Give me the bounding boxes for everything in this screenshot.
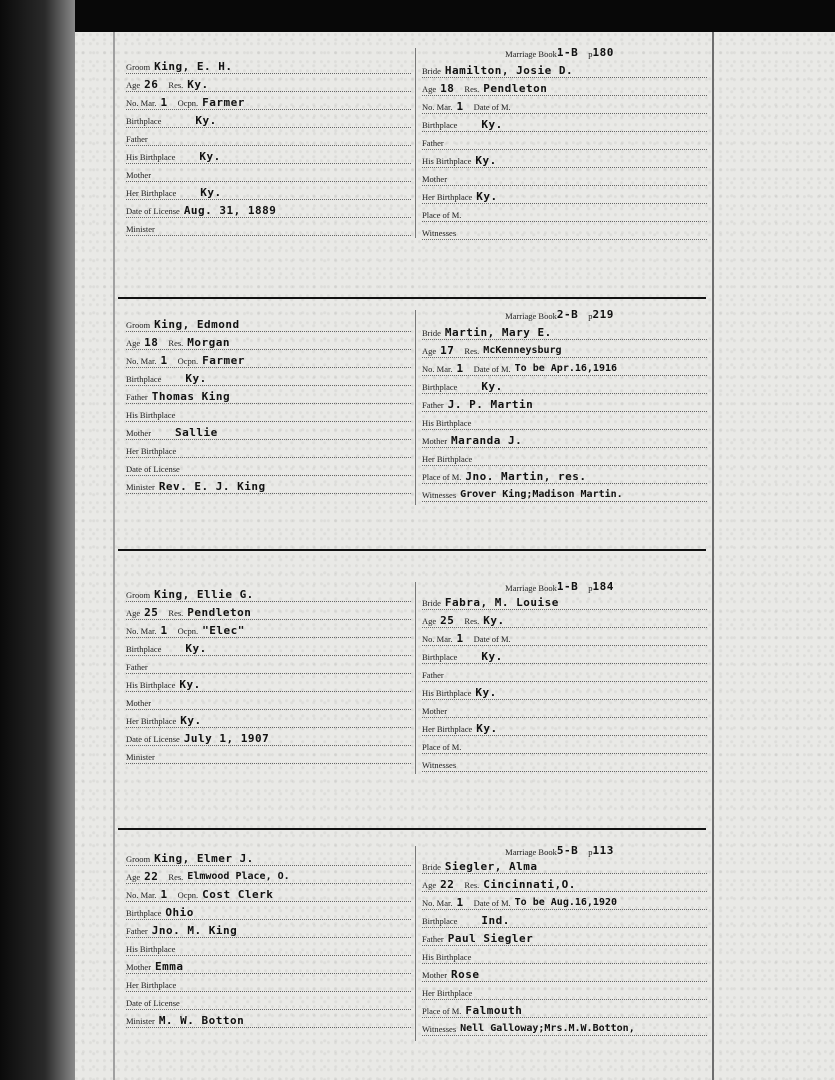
bride-date-of-m: To be Apr.16,1916 (514, 363, 618, 374)
groom-no-mar: 1 (160, 888, 168, 901)
groom-name: King, E. H. (154, 60, 233, 73)
field-label: No. Mar. (126, 98, 157, 108)
groom-res: Elmwood Place, O. (187, 871, 290, 882)
form-field-row (422, 186, 707, 204)
field-label: Marriage Book (505, 847, 557, 857)
field-label: Birthplace (126, 374, 162, 384)
form-field-row (126, 200, 411, 218)
groom-age: 26 (144, 78, 159, 91)
groom-father: Jno. M. King (151, 924, 238, 937)
field-label: Birthplace (422, 120, 458, 130)
form-field-row (126, 620, 411, 638)
form-field-row (422, 430, 707, 448)
field-label: No. Mar. (422, 364, 453, 374)
page-edge-right (712, 32, 714, 1080)
groom-birthplace: Ky. (195, 114, 217, 127)
groom-ocpn: Farmer (202, 96, 245, 109)
field-label: Mother (422, 436, 448, 446)
form-field-row (422, 840, 707, 857)
field-label: No. Mar. (422, 102, 453, 112)
form-field-row (422, 222, 707, 240)
bride-date-of-m: To be Aug.16,1920 (514, 897, 618, 908)
form-field-row (422, 114, 707, 132)
groom-minister: M. W. Botton (158, 1014, 245, 1027)
bride-birthplace: Ky. (481, 380, 503, 393)
form-field-row (422, 448, 707, 466)
field-label: Father (422, 400, 444, 410)
field-label: Witnesses (422, 1024, 457, 1034)
groom-name: King, Edmond (154, 318, 240, 331)
form-field-row (126, 584, 411, 602)
form-field-row (126, 974, 411, 992)
column-separator (415, 582, 416, 774)
groom-res: Pendleton (187, 606, 252, 619)
field-label: Mother (422, 970, 448, 980)
field-label: His Birthplace (126, 410, 176, 420)
form-field-row (126, 332, 411, 350)
field-label: Age (422, 880, 437, 890)
marriage-book-page: 180 (592, 46, 614, 59)
bride-age: 18 (440, 82, 455, 95)
field-label: Date of License (126, 734, 180, 744)
form-field-row (126, 350, 411, 368)
groom-ocpn: "Elec" (202, 624, 245, 637)
form-field-row (422, 204, 707, 222)
groom-her-birthplace: Ky. (200, 186, 222, 199)
field-label: Minister (126, 224, 155, 234)
form-field-row (422, 910, 707, 928)
field-label: Bride (422, 598, 441, 608)
groom-date-of-license: Aug. 31, 1889 (183, 204, 277, 217)
field-label: Groom (126, 62, 151, 72)
form-field-row (422, 358, 707, 376)
column-separator (415, 846, 416, 1041)
field-label: Groom (126, 320, 151, 330)
field-label: Res. (464, 84, 480, 94)
form-field-row (422, 168, 707, 186)
form-field-row (126, 368, 411, 386)
bride-no-mar: 1 (456, 896, 464, 909)
bride-no-mar: 1 (456, 362, 464, 375)
form-field-row (422, 946, 707, 964)
field-label: Place of M. (422, 742, 462, 752)
record-divider (118, 828, 706, 830)
field-label: No. Mar. (126, 356, 157, 366)
field-label: His Birthplace (126, 944, 176, 954)
field-label: Date of License (126, 998, 180, 1008)
form-field-row (422, 700, 707, 718)
field-label: Age (422, 346, 437, 356)
groom-no-mar: 1 (160, 96, 168, 109)
bride-no-mar: 1 (456, 632, 464, 645)
form-field-row (422, 466, 707, 484)
field-label: Res. (464, 616, 480, 626)
form-field-row (422, 718, 707, 736)
bride-her-birthplace: Ky. (476, 722, 498, 735)
field-label: His Birthplace (422, 156, 472, 166)
groom-name: King, Ellie G. (154, 588, 254, 601)
bride-age: 22 (440, 878, 455, 891)
form-field-row (126, 746, 411, 764)
field-label: Birthplace (422, 916, 458, 926)
field-label: His Birthplace (126, 680, 176, 690)
field-label: Res. (168, 80, 184, 90)
form-field-row (422, 150, 707, 168)
record-divider (118, 297, 706, 299)
scan-border-top (0, 0, 835, 32)
form-field-row (422, 412, 707, 430)
field-label: Her Birthplace (126, 980, 177, 990)
form-field-row (422, 664, 707, 682)
field-label: His Birthplace (422, 418, 472, 428)
field-label: Res. (168, 872, 184, 882)
groom-father: Thomas King (151, 390, 231, 403)
form-field-row (422, 646, 707, 664)
groom-his-birthplace: Ky. (179, 678, 201, 691)
field-label: Father (126, 134, 148, 144)
field-label: No. Mar. (126, 890, 157, 900)
field-label: Father (422, 934, 444, 944)
form-field-row (126, 314, 411, 332)
bride-his-birthplace: Ky. (475, 686, 497, 699)
form-field-row (422, 1018, 707, 1036)
page-edge-left (113, 32, 115, 1080)
field-label: Minister (126, 752, 155, 762)
field-label: Res. (168, 338, 184, 348)
field-label: Minister (126, 1016, 155, 1026)
field-label: Witnesses (422, 228, 457, 238)
form-field-row (126, 146, 411, 164)
form-field-row (422, 736, 707, 754)
form-field-row (422, 754, 707, 772)
field-label: Father (422, 138, 444, 148)
bride-place-of-m: Falmouth (465, 1004, 523, 1017)
field-label: No. Mar. (422, 634, 453, 644)
groom-age: 25 (144, 606, 159, 619)
groom-birthplace: Ky. (185, 642, 207, 655)
form-field-row (126, 422, 411, 440)
groom-minister: Rev. E. J. King (158, 480, 266, 493)
form-field-row (422, 42, 707, 59)
field-label: Her Birthplace (422, 454, 473, 464)
form-field-row (422, 682, 707, 700)
form-field-row (126, 992, 411, 1010)
form-field-row (422, 96, 707, 114)
field-label: Res. (464, 880, 480, 890)
form-field-row (422, 376, 707, 394)
groom-age: 18 (144, 336, 159, 349)
marriage-book-page: 113 (592, 844, 614, 857)
form-field-row (422, 928, 707, 946)
field-label: Marriage Book (505, 583, 557, 593)
form-field-row (126, 458, 411, 476)
groom-date-of-license: July 1, 1907 (183, 732, 270, 745)
field-label: His Birthplace (422, 952, 472, 962)
groom-age: 22 (144, 870, 159, 883)
form-field-row (126, 656, 411, 674)
form-field-row (422, 484, 707, 502)
field-label: Father (126, 926, 148, 936)
form-field-row (126, 218, 411, 236)
form-field-row (422, 592, 707, 610)
field-label: Father (126, 392, 148, 402)
field-label: Date of M. (473, 102, 511, 112)
groom-res: Morgan (187, 336, 231, 349)
field-label: Her Birthplace (422, 988, 473, 998)
bride-mother: Rose (451, 968, 480, 981)
scan-border-left (0, 0, 75, 1080)
groom-birthplace: Ohio (165, 906, 194, 919)
bride-father: Paul Siegler (447, 932, 534, 945)
form-field-row (126, 128, 411, 146)
form-field-row (422, 874, 707, 892)
field-label: Ocpn. (177, 890, 199, 900)
field-label: Date of License (126, 464, 180, 474)
groom-her-birthplace: Ky. (180, 714, 202, 727)
bride-mother: Maranda J. (451, 434, 523, 447)
form-field-row (126, 164, 411, 182)
groom-no-mar: 1 (160, 354, 168, 367)
field-label: Mother (126, 428, 152, 438)
marriage-book: 1-B (556, 580, 579, 593)
field-label: Age (422, 84, 437, 94)
field-label: Date of License (126, 206, 180, 216)
form-field-row (126, 74, 411, 92)
form-field-row (126, 110, 411, 128)
field-label: Bride (422, 862, 441, 872)
bride-birthplace: Ind. (481, 914, 510, 927)
field-label: No. Mar. (422, 898, 453, 908)
bride-name: Martin, Mary E. (444, 326, 552, 339)
field-label: Her Birthplace (422, 724, 473, 734)
form-field-row (126, 848, 411, 866)
column-separator (415, 310, 416, 505)
form-field-row (126, 956, 411, 974)
form-field-row (126, 92, 411, 110)
field-label: p (588, 847, 593, 857)
field-label: Birthplace (126, 644, 162, 654)
bride-res: Pendleton (483, 82, 548, 95)
form-field-row (422, 304, 707, 321)
form-field-row (126, 638, 411, 656)
field-label: Ocpn. (177, 356, 199, 366)
form-field-row (422, 964, 707, 982)
field-label: p (588, 583, 593, 593)
form-field-row (126, 938, 411, 956)
form-field-row (126, 902, 411, 920)
groom-mother: Sallie (175, 426, 218, 439)
bride-birthplace: Ky. (481, 650, 503, 663)
form-field-row (126, 884, 411, 902)
bride-her-birthplace: Ky. (476, 190, 498, 203)
form-field-row (422, 628, 707, 646)
field-label: Birthplace (126, 116, 162, 126)
bride-place-of-m: Jno. Martin, res. (465, 470, 587, 483)
field-label: Her Birthplace (422, 192, 473, 202)
column-separator (415, 48, 416, 238)
groom-ocpn: Farmer (202, 354, 245, 367)
field-label: Mother (422, 706, 448, 716)
field-label: Place of M. (422, 1006, 462, 1016)
form-field-row (422, 982, 707, 1000)
field-label: Her Birthplace (126, 716, 177, 726)
form-field-row (126, 866, 411, 884)
form-field-row (422, 60, 707, 78)
field-label: Father (126, 662, 148, 672)
field-label: Mother (126, 170, 152, 180)
field-label: Age (126, 608, 141, 618)
groom-mother: Emma (155, 960, 184, 973)
form-field-row (126, 1010, 411, 1028)
form-field-row (126, 476, 411, 494)
groom-res: Ky. (187, 78, 209, 91)
field-label: His Birthplace (422, 688, 472, 698)
form-field-row (126, 56, 411, 74)
field-label: Minister (126, 482, 155, 492)
bride-name: Fabra, M. Louise (444, 596, 559, 609)
field-label: Birthplace (422, 652, 458, 662)
field-label: Age (126, 872, 141, 882)
form-field-row (422, 1000, 707, 1018)
form-field-row (422, 576, 707, 593)
field-label: Place of M. (422, 472, 462, 482)
marriage-book-page: 219 (592, 308, 614, 321)
field-label: Father (422, 670, 444, 680)
field-label: p (588, 311, 593, 321)
bride-name: Siegler, Alma (444, 860, 538, 873)
marriage-book: 2-B (556, 308, 579, 321)
form-field-row (422, 132, 707, 150)
bride-witnesses: Nell Galloway;Mrs.M.W.Botton, (460, 1023, 635, 1034)
bride-res: Cincinnati,O. (483, 878, 576, 891)
form-field-row (422, 892, 707, 910)
groom-name: King, Elmer J. (154, 852, 254, 865)
marriage-book: 1-B (556, 46, 579, 59)
record-divider (118, 549, 706, 551)
bride-no-mar: 1 (456, 100, 464, 113)
bride-his-birthplace: Ky. (475, 154, 497, 167)
bride-name: Hamilton, Josie D. (444, 64, 574, 77)
field-label: No. Mar. (126, 626, 157, 636)
field-label: His Birthplace (126, 152, 176, 162)
form-field-row (126, 440, 411, 458)
field-label: Mother (126, 698, 152, 708)
bride-res: Ky. (483, 614, 505, 627)
bride-father: J. P. Martin (447, 398, 534, 411)
form-field-row (126, 386, 411, 404)
bride-witnesses: Grover King;Madison Martin. (460, 489, 623, 500)
field-label: Mother (126, 962, 152, 972)
form-field-row (126, 692, 411, 710)
field-label: Ocpn. (177, 98, 199, 108)
field-label: Age (126, 338, 141, 348)
field-label: Marriage Book (505, 49, 557, 59)
bride-birthplace: Ky. (481, 118, 503, 131)
field-label: Res. (168, 608, 184, 618)
form-field-row (422, 394, 707, 412)
form-field-row (422, 78, 707, 96)
bride-age: 25 (440, 614, 455, 627)
field-label: Date of M. (473, 634, 511, 644)
field-label: Witnesses (422, 760, 457, 770)
groom-his-birthplace: Ky. (199, 150, 221, 163)
field-label: Her Birthplace (126, 188, 177, 198)
form-field-row (126, 710, 411, 728)
marriage-book: 5-B (556, 844, 579, 857)
marriage-book-page: 184 (592, 580, 614, 593)
form-field-row (422, 340, 707, 358)
field-label: Birthplace (422, 382, 458, 392)
form-field-row (126, 404, 411, 422)
form-field-row (422, 610, 707, 628)
form-field-row (126, 602, 411, 620)
form-field-row (422, 322, 707, 340)
field-label: Her Birthplace (126, 446, 177, 456)
field-label: Ocpn. (177, 626, 199, 636)
form-field-row (126, 674, 411, 692)
groom-birthplace: Ky. (185, 372, 207, 385)
field-label: Groom (126, 590, 151, 600)
form-field-row (126, 920, 411, 938)
groom-no-mar: 1 (160, 624, 168, 637)
field-label: Bride (422, 66, 441, 76)
field-label: Date of M. (473, 898, 511, 908)
form-field-row (422, 856, 707, 874)
form-field-row (126, 728, 411, 746)
field-label: Date of M. (473, 364, 511, 374)
field-label: Birthplace (126, 908, 162, 918)
groom-ocpn: Cost Clerk (202, 888, 274, 901)
field-label: Bride (422, 328, 441, 338)
field-label: Mother (422, 174, 448, 184)
field-label: Age (422, 616, 437, 626)
bride-age: 17 (440, 344, 455, 357)
field-label: Place of M. (422, 210, 462, 220)
field-label: Witnesses (422, 490, 457, 500)
form-field-row (126, 182, 411, 200)
field-label: Marriage Book (505, 311, 557, 321)
field-label: Res. (464, 346, 480, 356)
field-label: Groom (126, 854, 151, 864)
field-label: p (588, 49, 593, 59)
field-label: Age (126, 80, 141, 90)
bride-res: McKenneysburg (483, 345, 562, 356)
